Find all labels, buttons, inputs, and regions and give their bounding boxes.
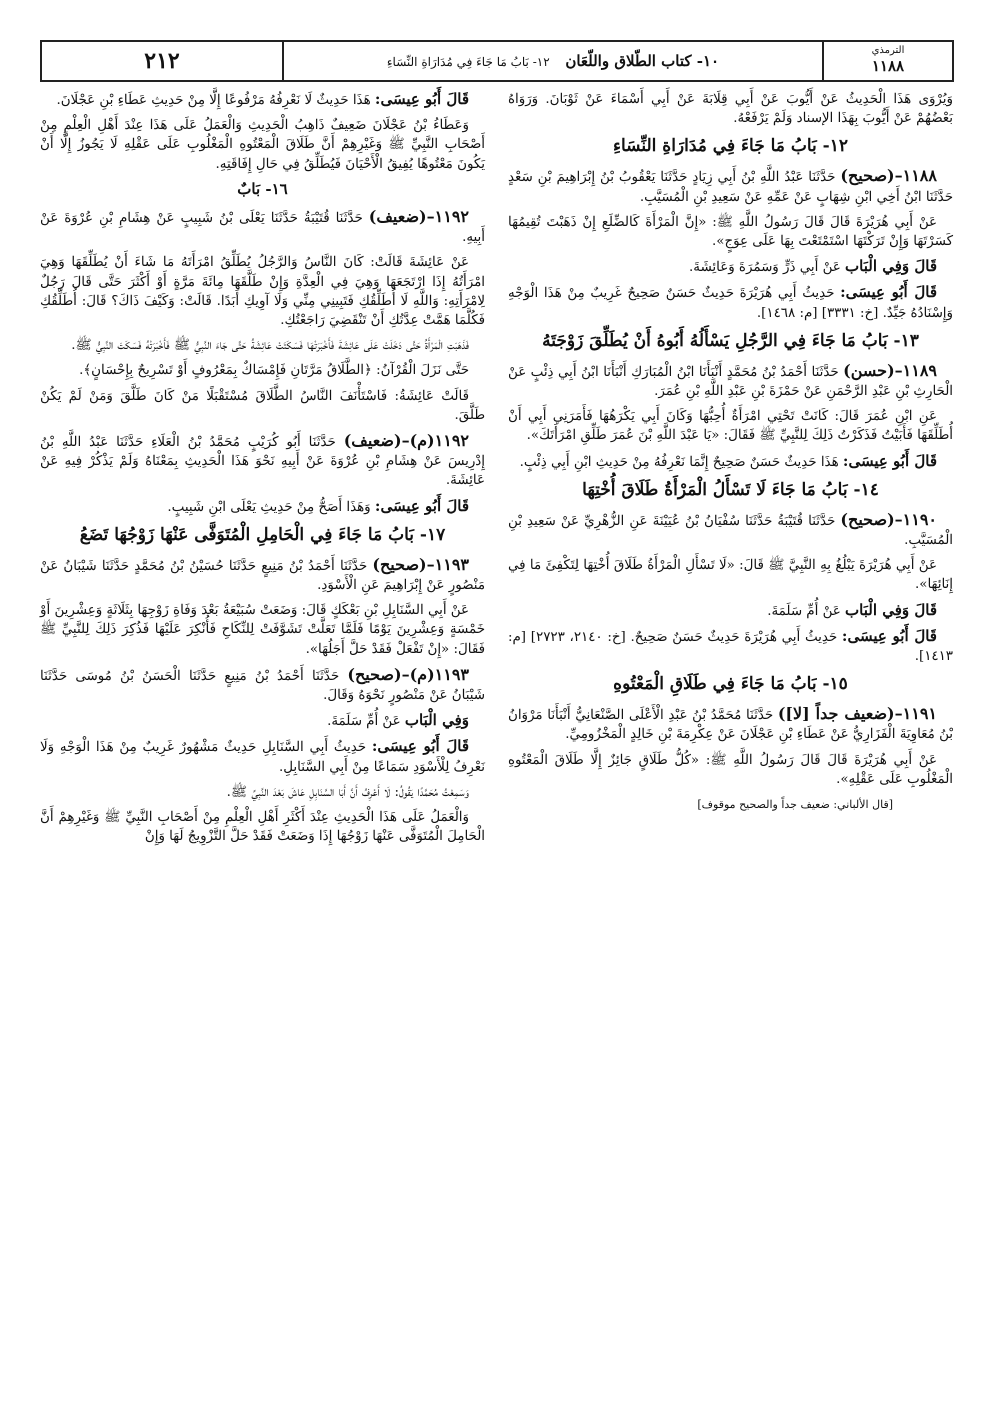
hadith-isnad: حَدَّثَنَا أَحْمَدُ بْنُ مُحَمَّدٍ أَنْبَأَنَا ابْنُ الْمُبَارَكِ أَنْبَأَنَا ابْنُ أَبِي ذِئْبٍ عَنْ الْحَارِثِ بْنِ عَبْدِ الرَّحْمَنِ عَنْ حَمْزَةَ بْنِ عَبْدِ اللَّهِ بْنِ عُمَرَ.	[508, 364, 953, 400]
paragraph: وَيُرْوَى هَذَا الْحَدِيثُ عَنْ أَيُّوبَ عَنْ أَبِي قِلَابَةَ عَنْ أَبِي أَسْمَاءَ عَنْ ثَوْبَانَ. وَرَوَاهُ بَعْضُهُمْ عَنْ أَيُّوبَ بِهَذَا الإسناد وَلَمْ يَرْفَعْهُ.	[508, 92, 953, 127]
header-chapter-sub: ١٢- بَابُ مَا جَاءَ فِي مُدَارَاةِ النِّسَاءِ	[386, 55, 550, 69]
hadith-matn: قَالَتْ عَائِشَةُ: فَاسْتَأْنَفَ النَّاسُ الطَّلَاقَ مُسْتَقْبَلًا مَنْ كَانَ طَلَّقَ وَمَنْ لَمْ يَكُنْ طَلَّقَ.	[40, 388, 485, 423]
chapter-heading-14: ١٤- بَابُ مَا جَاءَ لَا تَسْأَلُ الْمَرْأَةُ طَلَاقَ أُخْتِهَا	[582, 479, 879, 500]
hadith-matn: عَنْ أَبِي هُرَيْرَةَ يَبْلُغُ بِهِ النَّبِيَّ ﷺ قَالَ: «لَا تَسْأَلِ الْمَرْأَةُ طَلَاقَ أُخْتِهَا لِتَكْفِئَ مَا فِي إِنَائِهَا».	[508, 558, 953, 593]
hadith-matn: عَنِ ابْنِ عُمَرَ قَالَ: كَانَتْ تَحْتِي امْرَأَةٌ أُحِبُّهَا وَكَانَ أَبِي يَكْرَهُهَا فَأَمَرَنِي أَبِي أَنْ أُطَلِّقَهَا فَأَبَيْتُ فَذَكَرْتُ ذَلِكَ لِلنَّبِيِّ ﷺ فَقَالَ: «يَا عَبْدَ اللَّهِ بْنَ عُمَرَ طَلِّقِ امْرَأَتَكَ».	[508, 409, 953, 444]
abu-isa-label: قَالَ أَبُو عِيسَى:	[371, 737, 469, 756]
hadith-number: ١١٨٩–(حسن)	[843, 360, 938, 380]
abu-isa-comment	[40, 90, 485, 110]
hadith-1192	[40, 207, 485, 247]
chapter-heading-13: ١٣- بَابُ مَا جَاءَ فِي الرَّجُلِ يَسْأَلُهُ أَبُوهُ أَنْ يُطَلِّقَ زَوْجَتَهُ	[542, 330, 919, 351]
abu-isa-comment	[508, 283, 953, 322]
hadith-number: ١١٩٣–(صحيح)	[372, 554, 469, 574]
abu-isa-comment	[40, 497, 485, 517]
bab-text: عَنْ أُمِّ سَلَمَةَ.	[767, 603, 841, 619]
abu-isa-label: قَالَ أَبُو عِيسَى:	[841, 626, 937, 645]
bab-text: عَنْ أَبِي ذَرٍّ وَسَمُرَةَ وَعَائِشَةَ.	[689, 260, 841, 276]
abu-isa-text: حَدِيثُ أَبِي السَّنَابِلِ حَدِيثٌ مَشْهُورٌ غَرِيبٌ مِنْ هَذَا الْوَجْهِ وَلَا نَعْرِفُ لِلْأَسْوَدِ سَمَاعًا مِنْ أَبِي السَّنَابِلِ.	[40, 740, 485, 775]
hadith-1192m	[40, 431, 485, 491]
bab-text: عَنْ أُمِّ سَلَمَةَ.	[327, 714, 401, 730]
hadith-1188	[508, 166, 953, 206]
chapter-heading-16: ١٦- بَابٌ	[237, 179, 288, 198]
hadith-isnad: حَدَّثَنَا أَحْمَدُ بْنُ مَنِيعٍ حَدَّثَنَا الْحَسَنُ بْنُ مُوسَى حَدَّثَنَا شَيْبَانُ عَنْ مَنْصُورٍ نَحْوَهُ وَقَالَ.	[40, 668, 485, 704]
paragraph: وَعَطَاءُ بْنُ عَجْلَانَ ضَعِيفٌ ذَاهِبُ الْحَدِيثِ وَالْعَمَلُ عَلَى هَذَا عِنْدَ أَهْلِ الْعِلْمِ مِنْ أَصْحَابِ النَّبِيِّ ﷺ وَغَيْرِهِمْ أَنَّ طَلَاقَ الْمَعْتُوهِ الْمَغْلُوبِ عَلَى عَقْلِهِ لَا يَجُوزُ إِلَّا أَنْ يَكُونَ مَعْتُوهًا يُفِيقُ الْأَحْيَانَ فَيُطَلِّقُ فِي حَالِ إِفَاقَتِهِ.	[40, 118, 485, 172]
hadith-1193	[40, 555, 485, 595]
hadith-isnad: حَدَّثَنَا قُتَيْبَةُ حَدَّثَنَا يَعْلَى بْنُ شَبِيبٍ عَنْ هِشَامِ بْنِ عُرْوَةَ عَنْ أَبِيهِ.	[40, 211, 485, 246]
hadith-1190	[508, 510, 953, 550]
chapter-heading-15: ١٥- بَابُ مَا جَاءَ فِي طَلَاقِ الْمَعْتُوهِ	[613, 674, 848, 695]
hadith-matn: عَنْ أَبِي هُرَيْرَةَ قَالَ قَالَ رَسُولُ اللَّهِ ﷺ: «إِنَّ الْمَرْأَةَ كَالضِّلَعِ إِنْ ذَهَبْتَ تُقِيمُهَا كَسَرْتَهَا وَإِنْ تَرَكْتَهَا اسْتَمْتَعْتَ بِهَا عَلَى عِوَجٍ».	[508, 214, 953, 250]
abu-isa-label: قَالَ أَبُو عِيسَى:	[842, 451, 937, 470]
abu-isa-comment	[508, 452, 953, 472]
hadith-number: ١١٩٣(م)–(صحيح)	[347, 664, 470, 684]
chapter-heading-12: ١٢- بَابُ مَا جَاءَ فِي مُدَارَاةِ النِّسَاءِ	[613, 136, 848, 157]
hadith-1189	[508, 361, 953, 401]
abu-isa-text: حَدِيثُ أَبِي هُرَيْرَةَ حَدِيثٌ حَسَنٌ صَحِيحٌ غَرِيبٌ مِنْ هَذَا الْوَجْهِ وَإِسْنَادُهُ جَيِّدٌ. [خ: ٣٣٣١] [م: ١٤٦٨].	[508, 286, 953, 321]
hadith-number: ١١٩٢–(ضعيف)	[368, 207, 469, 227]
hadith-isnad: حَدَّثَنَا مُحَمَّدُ بْنُ عَبْدِ الْأَعْلَى الصَّنْعَانِيُّ أَنْبَأَنَا مَرْوَانُ بْنُ مُعَاوِيَةَ الْفَزَارِيُّ عَنْ عَطَاءِ بْنِ عَجْلَانَ عَنْ عِكْرِمَةَ بْنِ خَالِدٍ الْمَخْزُومِيِّ.	[508, 708, 953, 743]
hadith-matn: عَنْ أَبِي هُرَيْرَةَ قَالَ قَالَ رَسُولُ اللَّهِ ﷺ: «كُلُّ طَلَاقٍ جَائِزٌ إِلَّا طَلَاقَ الْمَعْتُوهِ الْمَغْلُوبِ عَلَى عَقْلِهِ».	[508, 752, 953, 787]
hadith-number: ١١٩٠–(صحيح)	[840, 509, 938, 529]
hadith-matn: حَتَّى نَزَلَ الْقُرْآنُ: ﴿الطَّلَاقُ مَرَّتَانِ فَإِمْسَاكٌ بِمَعْرُوفٍ أَوْ تَسْرِيحٌ بِإِحْسَانٍ﴾.	[79, 363, 469, 379]
header-title	[282, 42, 822, 80]
hadith-matn: فَذَهَبَتِ الْمَرْأَةُ حَتَّى دَخَلَتْ عَلَى عَائِشَةَ فَأَخْبَرَتْهَا فَسَكَتَتْ عَائِشَةُ حَتَّى جَاءَ النَّبِيُّ ﷺ فَأَخْبَرَتْهُ فَسَكَتَ النَّبِيُّ ﷺ.	[71, 338, 469, 354]
abu-isa-text: وَهَذَا أَصَحُّ مِنْ حَدِيثِ يَعْلَى ابْنِ شَبِيبٍ.	[167, 499, 371, 515]
right-column	[508, 90, 953, 1390]
bab-label: قَالَ وَفِي الْبَاب	[845, 257, 937, 276]
header-book-name: الترمذي	[871, 45, 905, 56]
abu-isa-label: قَالَ أَبُو عِيسَى:	[374, 496, 469, 515]
left-column	[40, 90, 485, 1390]
bab-label: قَالَ وَفِي الْبَاب	[845, 600, 937, 619]
hadith-isnad: حَدَّثَنَا أَبُو كُرَيْبٍ مُحَمَّدُ بْنُ الْعَلَاءِ حَدَّثَنَا عَبْدُ اللَّهِ بْنُ إِدْرِيسَ عَنْ هِشَامِ بْنِ عُرْوَةَ عَنْ أَبِيهِ نَحْوَ هَذَا الْحَدِيثِ بِمَعْنَاهُ وَلَمْ يَذْكُرْ فِيهِ عَنْ عَائِشَةَ.	[40, 435, 485, 489]
abu-isa-comment	[40, 737, 485, 776]
bab-note	[40, 711, 485, 731]
hadith-number: ١١٩٢(م)–(ضعيف)	[343, 431, 469, 451]
hadith-isnad: حَدَّثَنَا أَحْمَدُ بْنُ مَنِيعٍ حَدَّثَنَا حُسَيْنُ بْنُ مُحَمَّدٍ حَدَّثَنَا شَيْبَانُ عَنْ مَنْصُورٍ عَنْ إِبْرَاهِيمَ عَنِ الْأَسْوَدِ.	[40, 558, 485, 594]
hadith-matn: عَنْ عَائِشَةَ قَالَتْ: كَانَ النَّاسُ وَالرَّجُلُ يُطَلِّقُ امْرَأَتَهُ مَا شَاءَ أَنْ يُطَلِّقَهَا وَهِيَ امْرَأَتُهُ إِذَا ارْتَجَعَهَا وَهِيَ فِي الْعِدَّةِ وَإِنْ طَلَّقَهَا مِائَةَ مَرَّةٍ أَوْ أَكْثَرَ حَتَّى قَالَ رَجُلٌ لِامْرَأَتِهِ: وَاللَّهِ لَا أُطَلِّقُكِ فَتَبِينِي مِنِّي وَلَا آوِيكِ أَبَدًا. قَالَتْ: وَكَيْفَ ذَاكَ؟ قَالَ: أُطَلِّقُكِ فَكُلَّمَا هَمَّتْ عِدَّتُكِ أَنْ تَنْقَضِيَ رَاجَعْتُكِ.	[40, 255, 485, 329]
hadith-isnad: حَدَّثَنَا قُتَيْبَةُ حَدَّثَنَا سُفْيَانُ بْنُ عُيَيْنَةَ عَنِ الزُّهْرِيِّ عَنْ سَعِيدِ بْنِ الْمُسَيَّبِ.	[508, 513, 953, 549]
abu-isa-label: قَالَ أَبُو عِيسَى:	[374, 90, 469, 108]
header-book-title: ١٠- كتاب الطّلاق واللّعَان	[565, 52, 720, 70]
bab-note	[508, 257, 953, 277]
hadith-1191	[508, 704, 953, 744]
header-book-cell	[822, 42, 952, 80]
abu-isa-text: هَذَا حَدِيثٌ لَا نَعْرِفُهُ مَرْفُوعًا إِلَّا مِنْ حَدِيثِ عَطَاءِ بْنِ عَجْلَانَ.	[56, 93, 371, 108]
paragraph: وَسَمِعْتُ مُحَمَّدًا يَقُولُ: لَا أَعْرِفُ أَنَّ أَبَا السَّنَابِلِ عَاشَ بَعْدَ النَّبِيِّ ﷺ.	[226, 784, 469, 800]
hadith-1193m	[40, 665, 485, 705]
hadith-matn: عَنْ أَبِي السَّنَابِلِ بْنِ بَعْكَكٍ قَالَ: وَضَعَتْ سُبَيْعَةُ بَعْدَ وَفَاةِ زَوْجِهَا بِثَلَاثَةٍ وَعِشْرِينَ أَوْ خَمْسَةٍ وَعِشْرِينَ يَوْمًا فَلَمَّا تَعَلَّتْ تَشَوَّفَتْ لِلنِّكَاحِ فَأُنْكِرَ عَلَيْهَا فَذُكِرَ ذَلِكَ لِلنَّبِيِّ ﷺ فَقَالَ: «إِنْ تَفْعَلْ فَقَدْ حَلَّ أَجَلُهَا».	[40, 603, 485, 657]
hadith-number: ١١٩١–(ضعيف جداً [لا])	[777, 704, 937, 724]
header-hadith-number: ١١٨٨	[871, 57, 905, 75]
bab-label: وَفِي الْبَاب	[404, 711, 469, 730]
abu-isa-comment	[508, 627, 953, 666]
abu-isa-text: هَذَا حَدِيثٌ حَسَنٌ صَحِيحٌ إِنَّمَا نَعْرِفُهُ مِنْ حَدِيثِ ابْنِ أَبِي ذِئْبٍ.	[519, 454, 839, 470]
hadith-isnad: حَدَّثَنَا عَبْدُ اللَّهِ بْنُ أَبِي زِيَادٍ حَدَّثَنَا يَعْقُوبُ بْنُ إِبْرَاهِيمَ بْنِ سَعْدٍ حَدَّثَنَا ابْنُ أَخِي ابْنِ شِهَابٍ عَنْ عَمِّهِ عَنْ سَعِيدِ بْنِ الْمُسَيَّبِ.	[508, 170, 953, 205]
albani-note: [قال الألباني: ضعيف جداً والصحيح موقوف]	[697, 798, 893, 812]
chapter-heading-17: ١٧- بَابُ مَا جَاءَ فِي الْحَامِلِ الْمُتَوَفَّى عَنْهَا زَوْجُهَا تَضَعُ	[79, 524, 446, 545]
header-page-number: ٢١٢	[144, 48, 180, 74]
paragraph: وَالْعَمَلُ عَلَى هَذَا الْحَدِيثِ عِنْدَ أَكْثَرِ أَهْلِ الْعِلْمِ مِنْ أَصْحَابِ النَّبِيِّ ﷺ وَغَيْرِهِمْ أَنَّ الْحَامِلَ الْمُتَوَفَّى عَنْهَا زَوْجُهَا إِذَا وَضَعَتْ فَقَدْ حَلَّ التَّزْوِيجُ لَهَا وَإِنْ	[40, 810, 485, 845]
abu-isa-text: حَدِيثُ أَبِي هُرَيْرَةَ حَدِيثٌ حَسَنٌ صَحِيحٌ. [خ: ٢١٤٠، ٢٧٢٣] [م: ١٤١٣].	[508, 629, 953, 665]
hadith-number: ١١٨٨–(صحيح)	[840, 166, 937, 186]
bab-note	[508, 601, 953, 621]
page-header	[40, 40, 954, 82]
abu-isa-label: قَالَ أَبُو عِيسَى:	[840, 283, 937, 302]
